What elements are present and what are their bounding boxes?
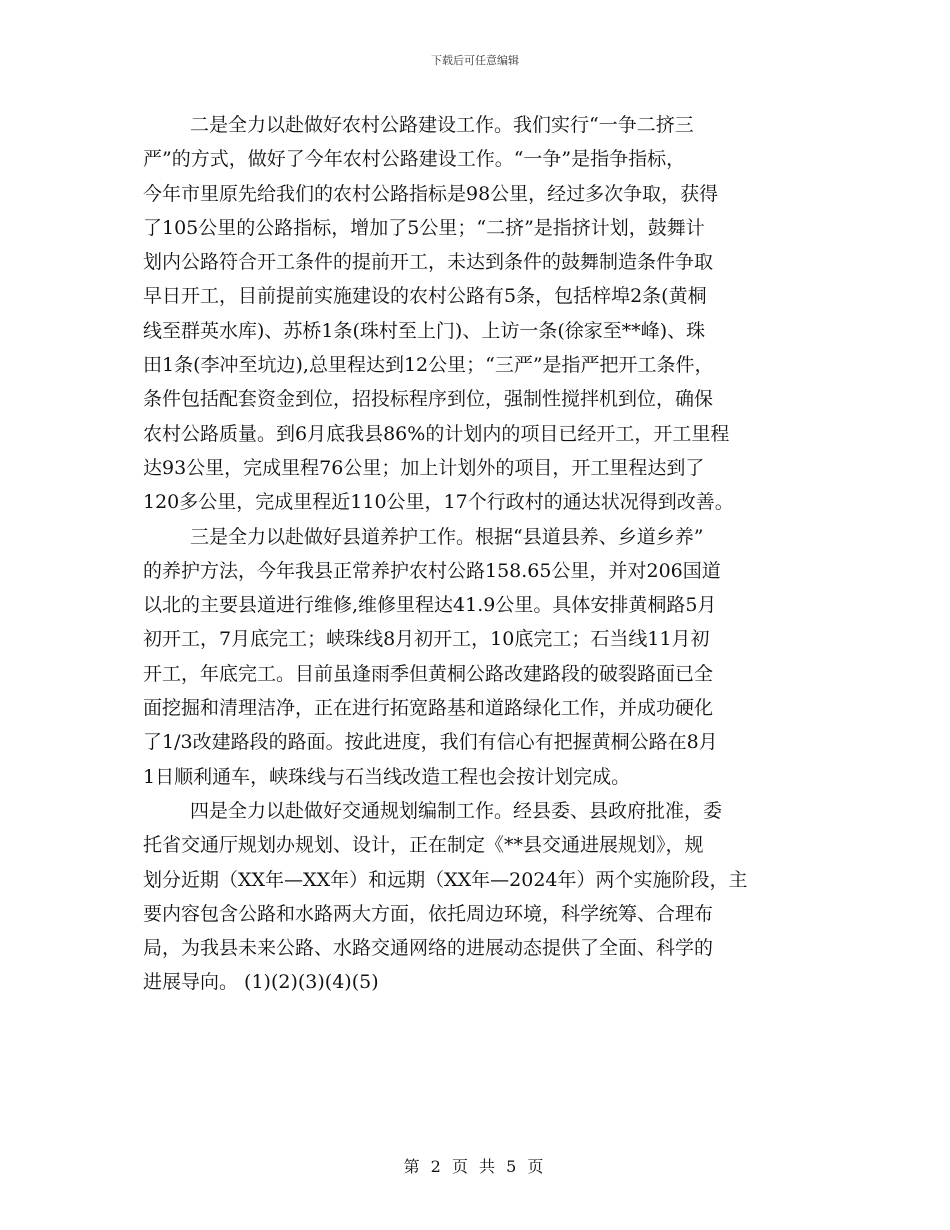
text-line: 120多公里，完成里程近110公里，17个行政村的通达状况得到改善。 (143, 491, 734, 514)
text-line: 要内容包含公路和水路两大方面，依托周边环境，科学统筹、合理布 (143, 902, 714, 925)
page-footer: 第 2 页 共 5 页 (403, 1157, 547, 1176)
paragraph-1 (143, 108, 823, 520)
text-line: 托省交通厅规划办规划、设计，正在制定《**县交通进展规划》，规 (143, 834, 704, 857)
text-line: 以北的主要县道进行维修,维修里程达41.9公里。具体安排黄桐路5月 (143, 594, 717, 617)
text-line: 严”的方式，做好了今年农村公路建设工作。“一争”是指争指标， (143, 148, 686, 171)
text-line: 1日顺利通车，峡珠线与石当线改造工程也会按计划完成。 (143, 765, 631, 788)
text-line: 今年市里原先给我们的农村公路指标是98公里，经过多次争取，获得 (143, 182, 719, 205)
text-line: 初开工，7月底完工；峡珠线8月初开工，10底完工；石当线11月初 (143, 628, 710, 651)
text-line: 条件包括配套资金到位，招投标程序到位，强制性搅拌机到位，确保 (143, 388, 714, 411)
text-line: 达93公里，完成里程76公里；加上计划外的项目，开工里程达到了 (143, 456, 705, 479)
text-line: 划分近期（XX年—XX年）和远期（XX年—2024年）两个实施阶段，主 (143, 868, 748, 891)
text-line: 了105公里的公路指标，增加了5公里；“二挤”是指挤计划，鼓舞计 (143, 216, 705, 239)
text-line: 局，为我县未来公路、水路交通网络的进展动态提供了全面、科学的 (143, 937, 714, 960)
text-line: 了1/3改建路段的路面。按此进度，我们有信心有把握黄桐公路在8月 (143, 731, 718, 754)
text-line: 面挖掘和清理洁净，正在进行拓宽路基和道路绿化工作，并成功硬化 (143, 697, 714, 720)
text-line: 早日开工，目前提前实施建设的农村公路有5条，包括梓埠2条(黄桐 (143, 285, 707, 308)
text-line: 三是全力以赴做好县道养护工作。根据“县道县养、乡道乡养” (190, 525, 704, 548)
paragraph-3 (143, 794, 823, 1000)
text-line: 的养护方法，今年我县正常养护农村公路158.65公里，并对206国道 (143, 559, 721, 582)
page-header: 下载后可任意编辑 (431, 54, 519, 67)
paragraph-2 (143, 520, 823, 794)
text-line: 二是全力以赴做好农村公路建设工作。我们实行“一争二挤三 (190, 114, 694, 136)
text-line: 农村公路质量。到6月底我县86%的计划内的项目已经开工，开工里程 (143, 422, 730, 445)
document-body (143, 108, 823, 1000)
text-line: 四是全力以赴做好交通规划编制工作。经县委、县政府批准，委 (190, 799, 723, 822)
text-line: 划内公路符合开工条件的提前开工，未达到条件的鼓舞制造条件争取 (143, 251, 714, 274)
text-line: 开工，年底完工。目前虽逢雨季但黄桐公路改建路段的破裂路面已全 (143, 662, 714, 685)
text-line: 线至群英水库)、苏桥1条(珠村至上门)、上访一条(徐家至**峰)、珠 (143, 319, 706, 342)
text-line: 进展导向。 (1)(2)(3)(4)(5) (143, 971, 379, 994)
text-line: 田1条(李冲至坑边),总里程达到12公里；“三严”是指严把开工条件， (143, 354, 714, 377)
